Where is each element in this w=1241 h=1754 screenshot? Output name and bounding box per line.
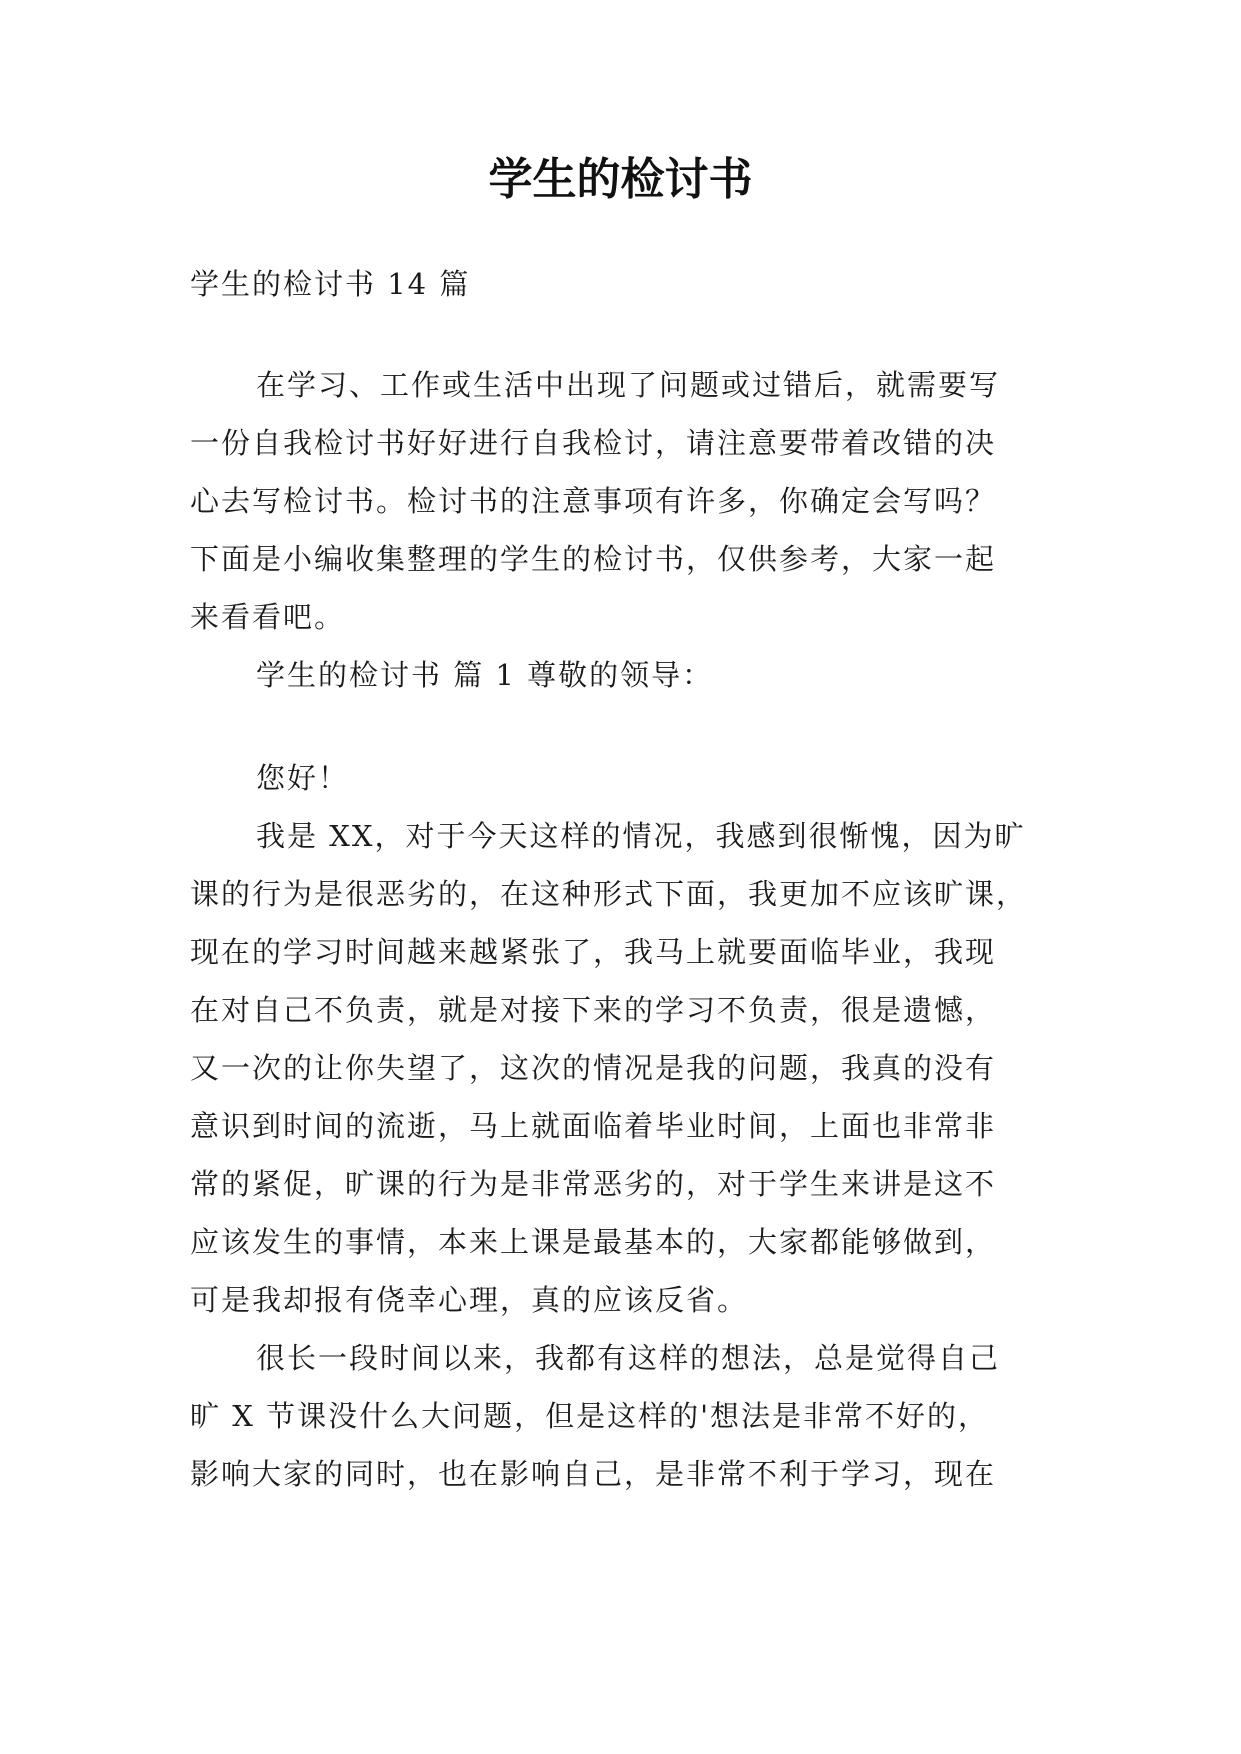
body-line: 意识到时间的流逝，马上就面临着毕业时间，上面也非常非 xyxy=(190,1109,997,1143)
intro-line: 在学习、工作或生活中出现了问题或过错后，就需要写 xyxy=(256,368,1001,402)
intro-line: 来看看吧。 xyxy=(190,600,346,634)
section-heading-line: 学生的检讨书 篇 1 尊敬的领导： xyxy=(256,658,714,692)
intro-line: 心去写检讨书。检讨书的注意事项有许多，你确定会写吗？ xyxy=(190,484,997,518)
document-subtitle xyxy=(190,255,1070,313)
subtitle-line: 学生的检讨书 14 篇 xyxy=(190,267,471,301)
body-line: 很长一段时间以来，我都有这样的想法，总是觉得自己 xyxy=(256,1341,1001,1375)
section-heading xyxy=(190,646,1070,704)
body-line: 又一次的让你失望了，这次的情况是我的问题，我真的没有 xyxy=(190,1051,997,1085)
greeting xyxy=(190,749,1070,807)
body-line: 应该发生的事情，本来上课是最基本的，大家都能够做到， xyxy=(190,1225,997,1259)
document-title: 学生的检讨书 xyxy=(488,154,753,205)
body-line: 课的行为是很恶劣的，在这种形式下面，我更加不应该旷课， xyxy=(190,877,1028,911)
body-line: 旷 X 节课没什么大问题，但是这样的'想法是非常不好的， xyxy=(190,1399,990,1433)
intro-line: 下面是小编收集整理的学生的检讨书，仅供参考，大家一起 xyxy=(190,542,997,576)
body-line: 影响大家的同时，也在影响自己，是非常不利于学习，现在 xyxy=(190,1457,997,1491)
greeting-line: 您好！ xyxy=(256,761,350,795)
intro-paragraph xyxy=(190,356,1070,646)
body-line: 在对自己不负责，就是对接下来的学习不负责，很是遗憾， xyxy=(190,993,997,1027)
body-paragraph-2 xyxy=(190,1329,1070,1503)
body-line: 常的紧促，旷课的行为是非常恶劣的，对于学生来讲是这不 xyxy=(190,1167,997,1201)
body-line: 可是我却报有侥幸心理，真的应该反省。 xyxy=(190,1283,749,1317)
body-paragraph-1 xyxy=(190,807,1070,1329)
intro-line: 一份自我检讨书好好进行自我检讨，请注意要带着改错的决 xyxy=(190,426,997,460)
body-line: 我是 XX，对于今天这样的情况，我感到很惭愧，因为旷 xyxy=(256,819,1026,853)
body-line: 现在的学习时间越来越紧张了，我马上就要面临毕业，我现 xyxy=(190,935,997,969)
